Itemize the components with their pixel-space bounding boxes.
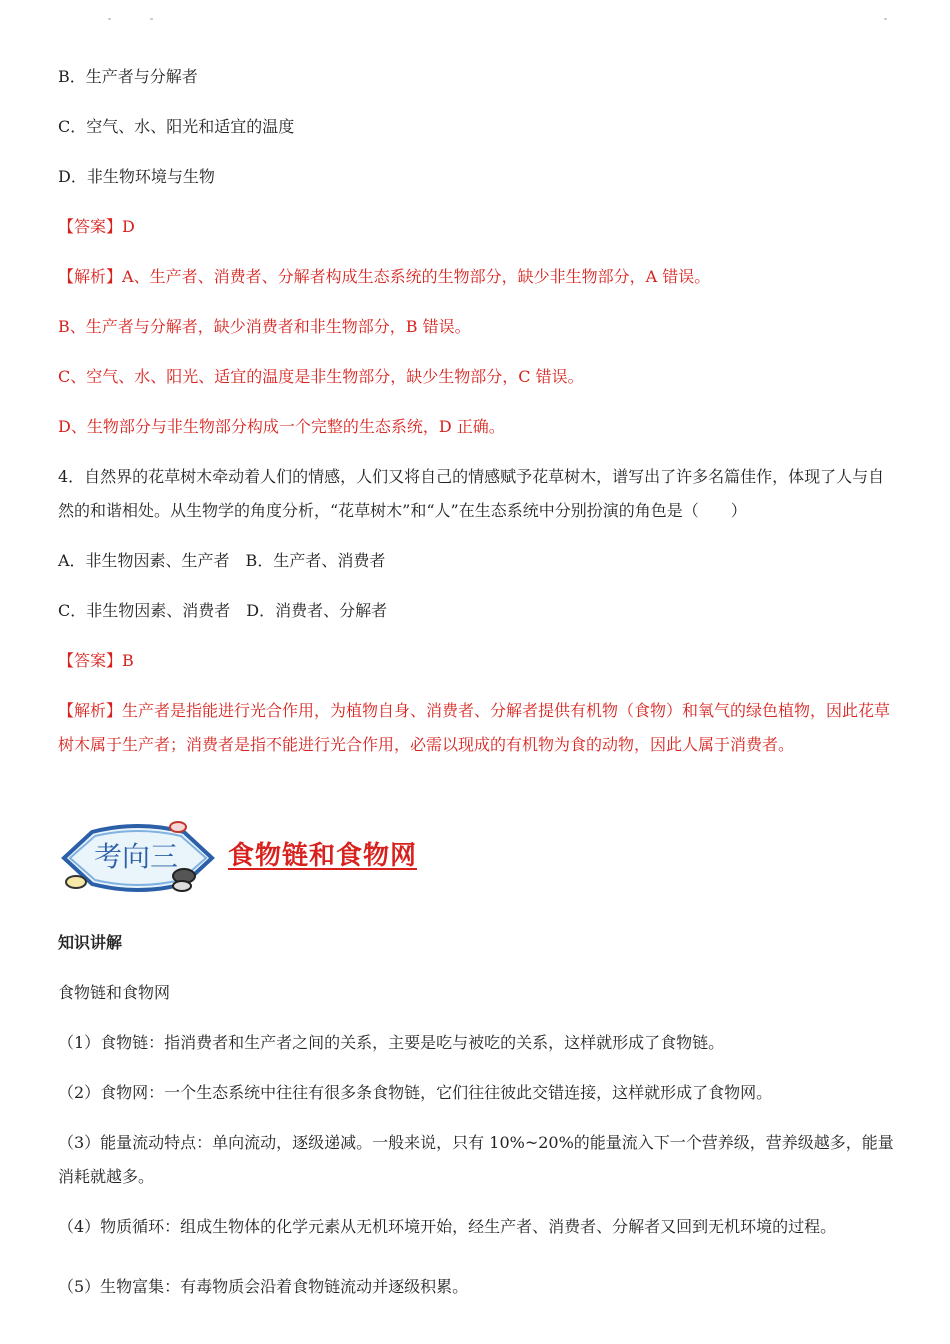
scan-dot: [108, 18, 111, 20]
knowledge-point-5-cut: [58, 1277, 538, 1298]
analysis-q3-line3: C、空气、水、阳光、适宜的温度是非生物部分，缺少生物部分，C 错误。: [58, 367, 584, 386]
scan-dot: [884, 18, 887, 20]
analysis-q3-line1: [58, 266, 710, 288]
answer-label: 【答案】: [58, 651, 123, 670]
option-c: C．空气、水、阳光和适宜的温度: [58, 117, 295, 136]
badge-shape-icon: [58, 818, 218, 896]
answer-value: D: [122, 217, 135, 236]
analysis-q3-line4: D、生物部分与非生物部分构成一个完整的生态系统，D 正确。: [58, 417, 505, 436]
analysis-q3-line2: B、生产者与分解者，缺少消费者和非生物部分，B 错误。: [58, 317, 471, 336]
option-b: B．生产者与分解者: [58, 67, 198, 86]
analysis-text: A、生产者、消费者、分解者构成生态系统的生物部分，缺少非生物部分，A 错误。: [122, 267, 711, 286]
question-4-options-cd: C．非生物因素、消费者 D．消费者、分解者: [58, 601, 388, 620]
section-badge: [58, 818, 218, 896]
question-4-options-ab: A．非生物因素、生产者 B．生产者、消费者: [58, 551, 386, 570]
knowledge-point-4: （4）物质循环：组成生物体的化学元素从无机环境开始，经生产者、消费者、分解者又回到无机环境的过程。: [58, 1217, 837, 1236]
knowledge-point-2: （2）食物网：一个生态系统中往往有很多条食物链，它们往往彼此交错连接，这样就形成了食物网。: [58, 1083, 773, 1102]
question-4: 4．自然界的花草树木牵动着人们的情感，人们又将自己的情感赋予花草树木，谱写出了许多名篇佳作，体现了人与自然的和谐相处。从生物学的角度分析，“花草树木”和“人”在生态系统中分别扮演的角色是（ ）: [58, 467, 885, 520]
analysis-label: 【解析】: [58, 267, 123, 286]
answer-q3: [58, 216, 135, 238]
analysis-text: 生产者是指能进行光合作用，为植物自身、消费者、分解者提供有机物（食物）和氧气的绿色植物，因此花草树木属于生产者；消费者是指不能进行光合作用，必需以现成的有机物为食的动物，因此人属于消费者。: [58, 701, 891, 754]
knowledge-subheading: 食物链和食物网: [58, 983, 171, 1002]
knowledge-point-3: （3）能量流动特点：单向流动，逐级递减。一般来说，只有 10%~20%的能量流入下一个营养级，营养级越多，能量消耗就越多。: [58, 1133, 894, 1186]
answer-label: 【答案】: [58, 217, 123, 236]
analysis-label: 【解析】: [58, 701, 123, 720]
answer-q4: [58, 650, 134, 672]
section-title: 食物链和食物网: [228, 841, 418, 871]
scan-dot: [150, 18, 153, 20]
knowledge-point-5: （5）生物富集：有毒物质会沿着食物链流动并逐级积累。: [58, 1277, 469, 1296]
knowledge-heading: 知识讲解: [58, 933, 123, 952]
badge-text: 考向三: [93, 840, 179, 873]
answer-value: B: [122, 651, 134, 670]
knowledge-point-1: （1）食物链：指消费者和生产者之间的关系，主要是吃与被吃的关系，这样就形成了食物链。: [58, 1033, 725, 1052]
option-d: D．非生物环境与生物: [58, 167, 215, 186]
analysis-q4: [58, 694, 894, 762]
